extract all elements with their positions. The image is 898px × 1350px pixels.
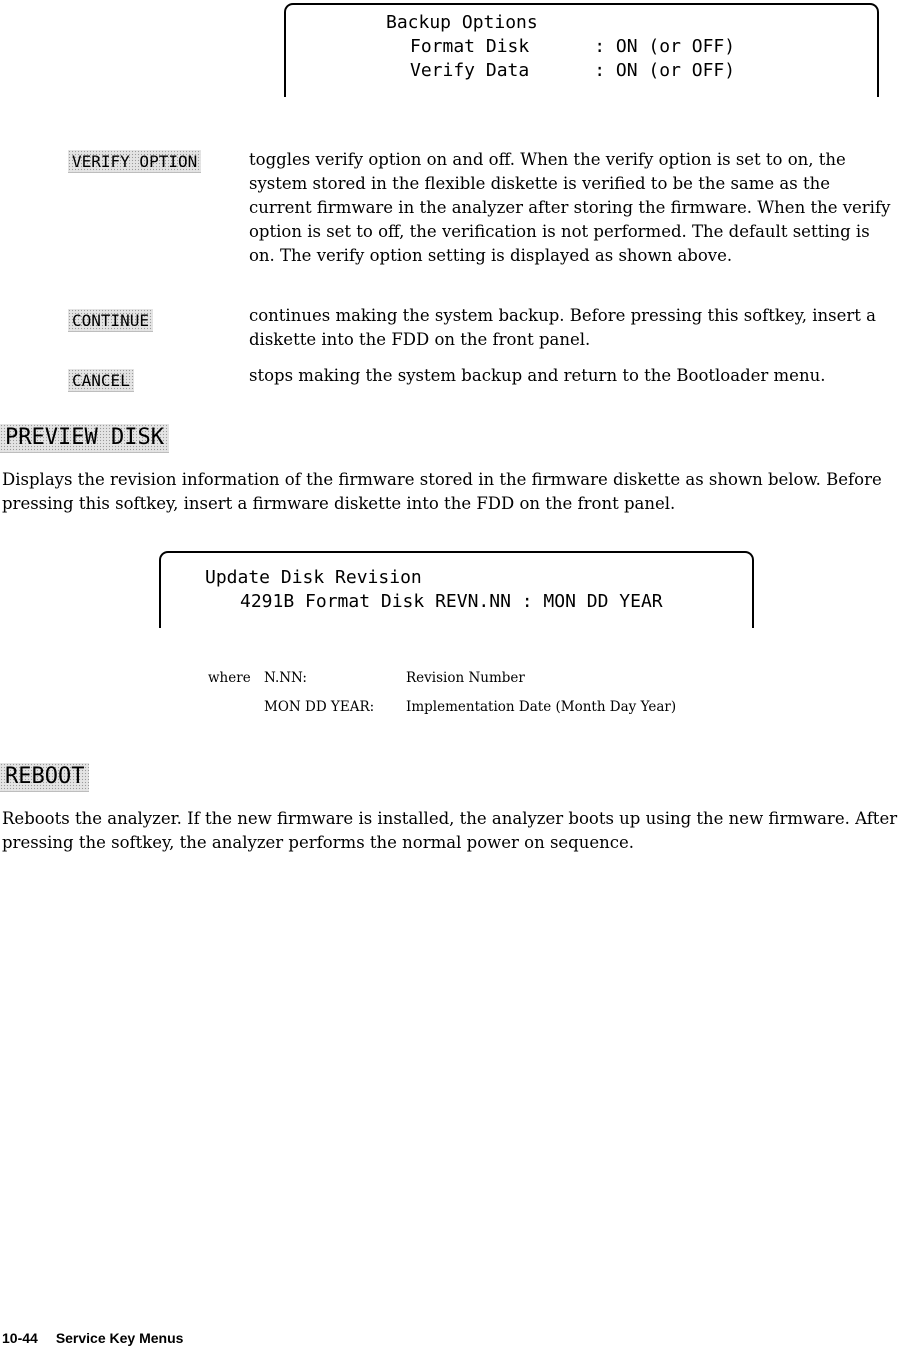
continue-description: continues making the system backup. Before pressing this softkey, insert a diskette into the FDD on the front panel. xyxy=(249,306,876,349)
verify-data-line: Verify Data : ON (or OFF) xyxy=(410,60,736,81)
verify-option-softkey[interactable]: VERIFY OPTION xyxy=(68,150,201,173)
revision-definition: Revision Number xyxy=(406,670,525,686)
date-term: MON DD YEAR: xyxy=(264,699,375,715)
where-label: where xyxy=(208,670,251,686)
reboot-softkey[interactable]: REBOOT xyxy=(0,763,89,792)
verify-option-description: toggles verify option on and off. When the verify option is set to on, the system stored in the flexible diskette is verified to be the same as the current firmware in the analyzer after storing the firmware. When the verify option is set to off, the verification is not performed. The default setting is on. The verify option setting is displayed as shown above. xyxy=(249,150,891,265)
revision-term: N.NN: xyxy=(264,670,307,686)
backup-options-title: Backup Options xyxy=(386,12,538,33)
format-disk-line: Format Disk : ON (or OFF) xyxy=(410,36,736,57)
page-number: 10-44 xyxy=(2,1330,38,1346)
section-title: Service Key Menus xyxy=(55,1330,184,1346)
continue-softkey[interactable]: CONTINUE xyxy=(68,309,153,332)
cancel-description: stops making the system backup and return to the Bootloader menu. xyxy=(249,366,826,385)
update-disk-revision-title: Update Disk Revision xyxy=(205,567,422,588)
date-definition: Implementation Date (Month Day Year) xyxy=(406,699,677,715)
update-disk-revision-screen xyxy=(159,551,754,628)
preview-disk-softkey[interactable]: PREVIEW DISK xyxy=(0,424,169,453)
cancel-softkey[interactable]: CANCEL xyxy=(68,369,134,392)
revision-line: 4291B Format Disk REVN.NN : MON DD YEAR xyxy=(240,591,663,612)
reboot-description: Reboots the analyzer. If the new firmware is installed, the analyzer boots up using the new firmware. After pressing the softkey, the analyzer performs the normal power on sequence. xyxy=(2,809,898,852)
preview-disk-description: Displays the revision information of the firmware stored in the firmware diskette as shown below. Before pressing this softkey, insert a firmware diskette into the FDD on the front panel. xyxy=(2,470,882,513)
backup-options-screen xyxy=(284,3,879,97)
page-footer xyxy=(2,1330,183,1346)
